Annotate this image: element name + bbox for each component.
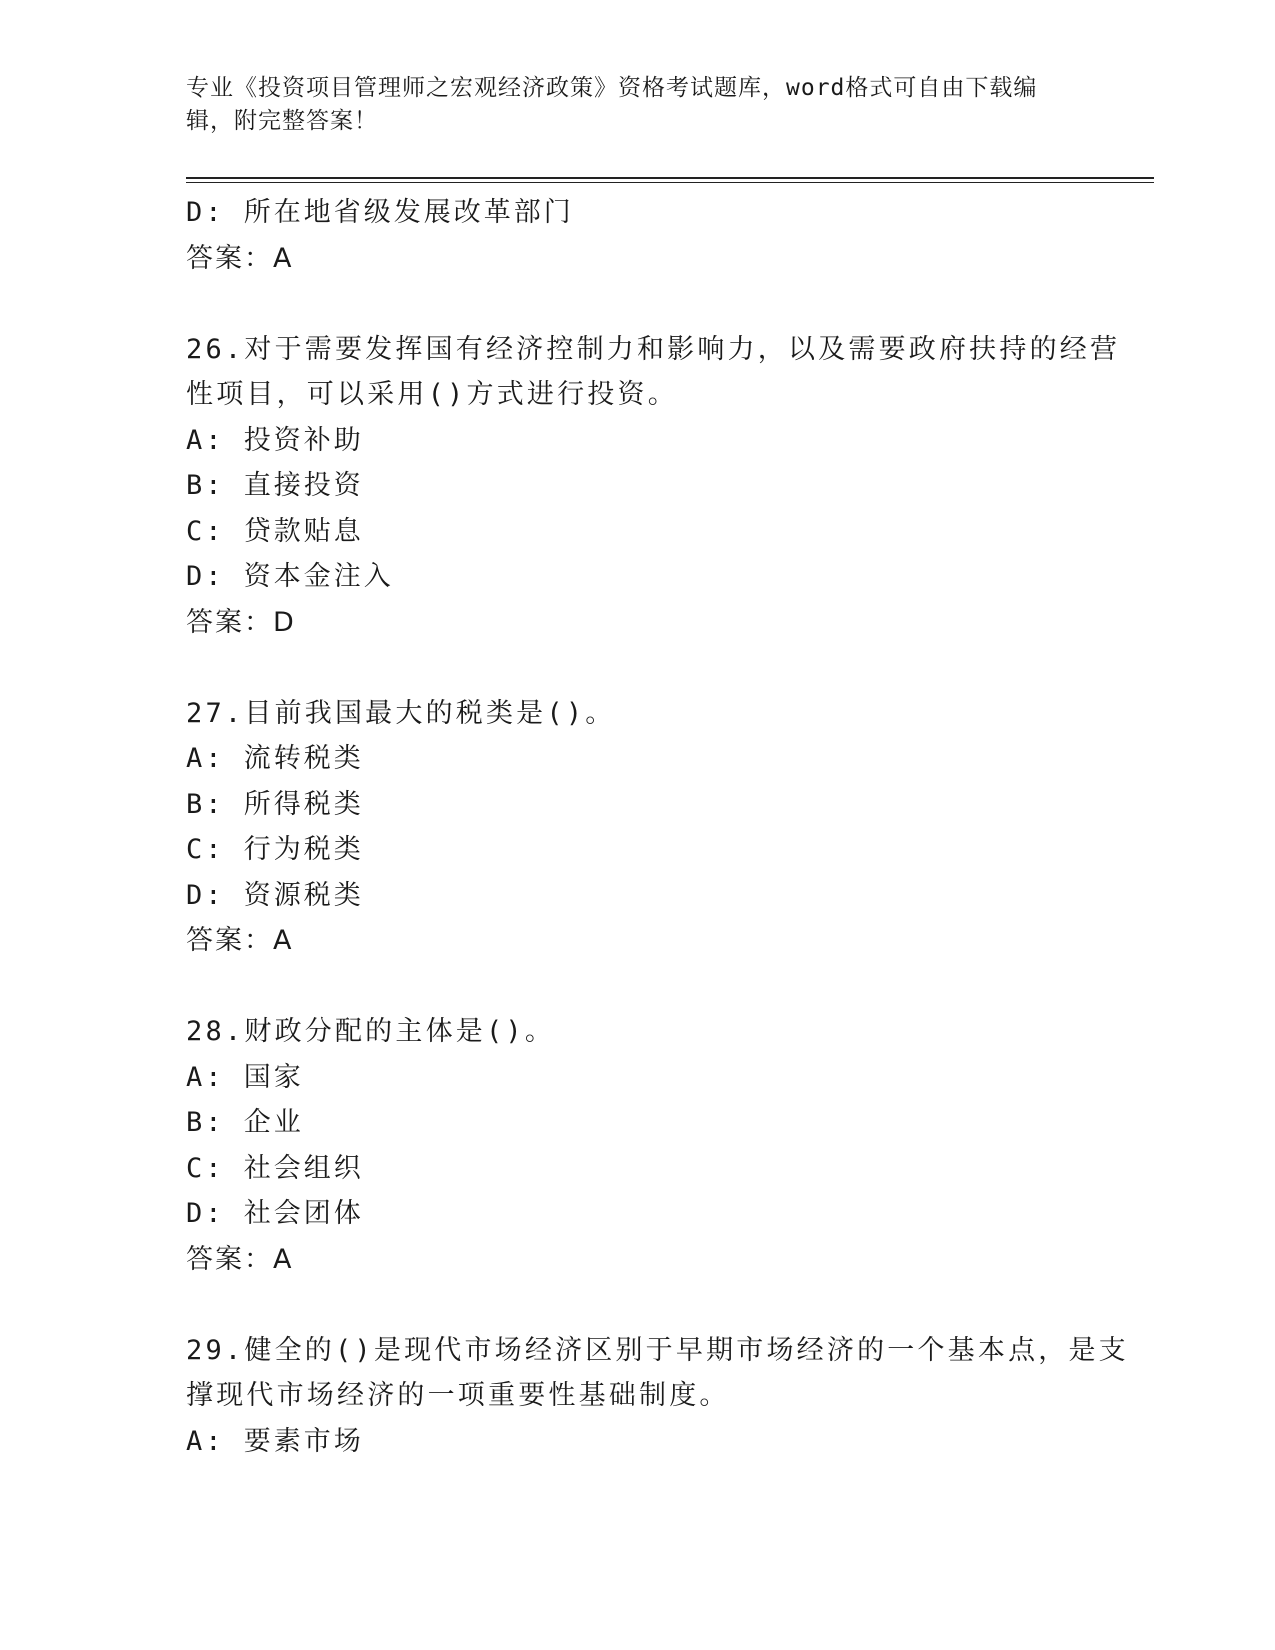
option-c: C: 行为税类 [186,834,364,865]
option-a: A: 要素市场 [186,1425,364,1457]
question-stem: 29.健全的()是现代市场经济区别于早期市场经济的一个基本点，是支 [186,1334,1129,1366]
option-d: D: 社会团体 [186,1198,364,1229]
question-stem: 26.对于需要发挥国有经济控制力和影响力，以及需要政府扶持的经营 [186,333,1121,365]
document-header [186,72,1066,138]
question-stem-cont: 性项目，可以采用()方式进行投资。 [186,379,678,410]
question-list [186,190,1129,1464]
header-rule-thin [186,182,1154,183]
answer: 答案：A [186,925,294,956]
prev-answer: 答案：A [186,242,294,274]
question-stem: 27.目前我国最大的税类是()。 [186,697,616,729]
option-c: C: 贷款贴息 [186,515,364,547]
option-d: D: 资本金注入 [186,561,394,592]
spacer [186,964,1086,1010]
spacer [186,645,1086,691]
option-b: B: 所得税类 [186,788,364,820]
question-stem: 28.财政分配的主体是()。 [186,1016,556,1047]
answer: 答案：A [186,1243,294,1275]
option-d: D: 资源税类 [186,879,364,911]
header-line-2: 辑，附完整答案！ [186,108,378,134]
question-28 [186,1009,1086,1282]
option-b: B: 直接投资 [186,470,364,501]
spacer [186,281,1086,327]
prev-option-d: D: 所在地省级发展改革部门 [186,197,574,228]
header-line-1: 专业《投资项目管理师之宏观经济政策》资格考试题库，word格式可自由下载编 [186,75,1038,101]
option-c: C: 社会组织 [186,1152,364,1184]
header-rule-thick [186,177,1154,179]
option-b: B: 企业 [186,1107,304,1138]
question-29 [186,1328,1129,1465]
option-a: A: 流转税类 [186,743,364,774]
question-27 [186,691,1086,964]
option-a: A: 国家 [186,1061,304,1093]
option-a: A: 投资补助 [186,424,364,456]
question-stem-cont: 撑现代市场经济的一项重要性基础制度。 [186,1380,730,1411]
spacer [186,1282,1086,1328]
answer: 答案：D [186,606,296,638]
question-26 [186,327,1121,646]
